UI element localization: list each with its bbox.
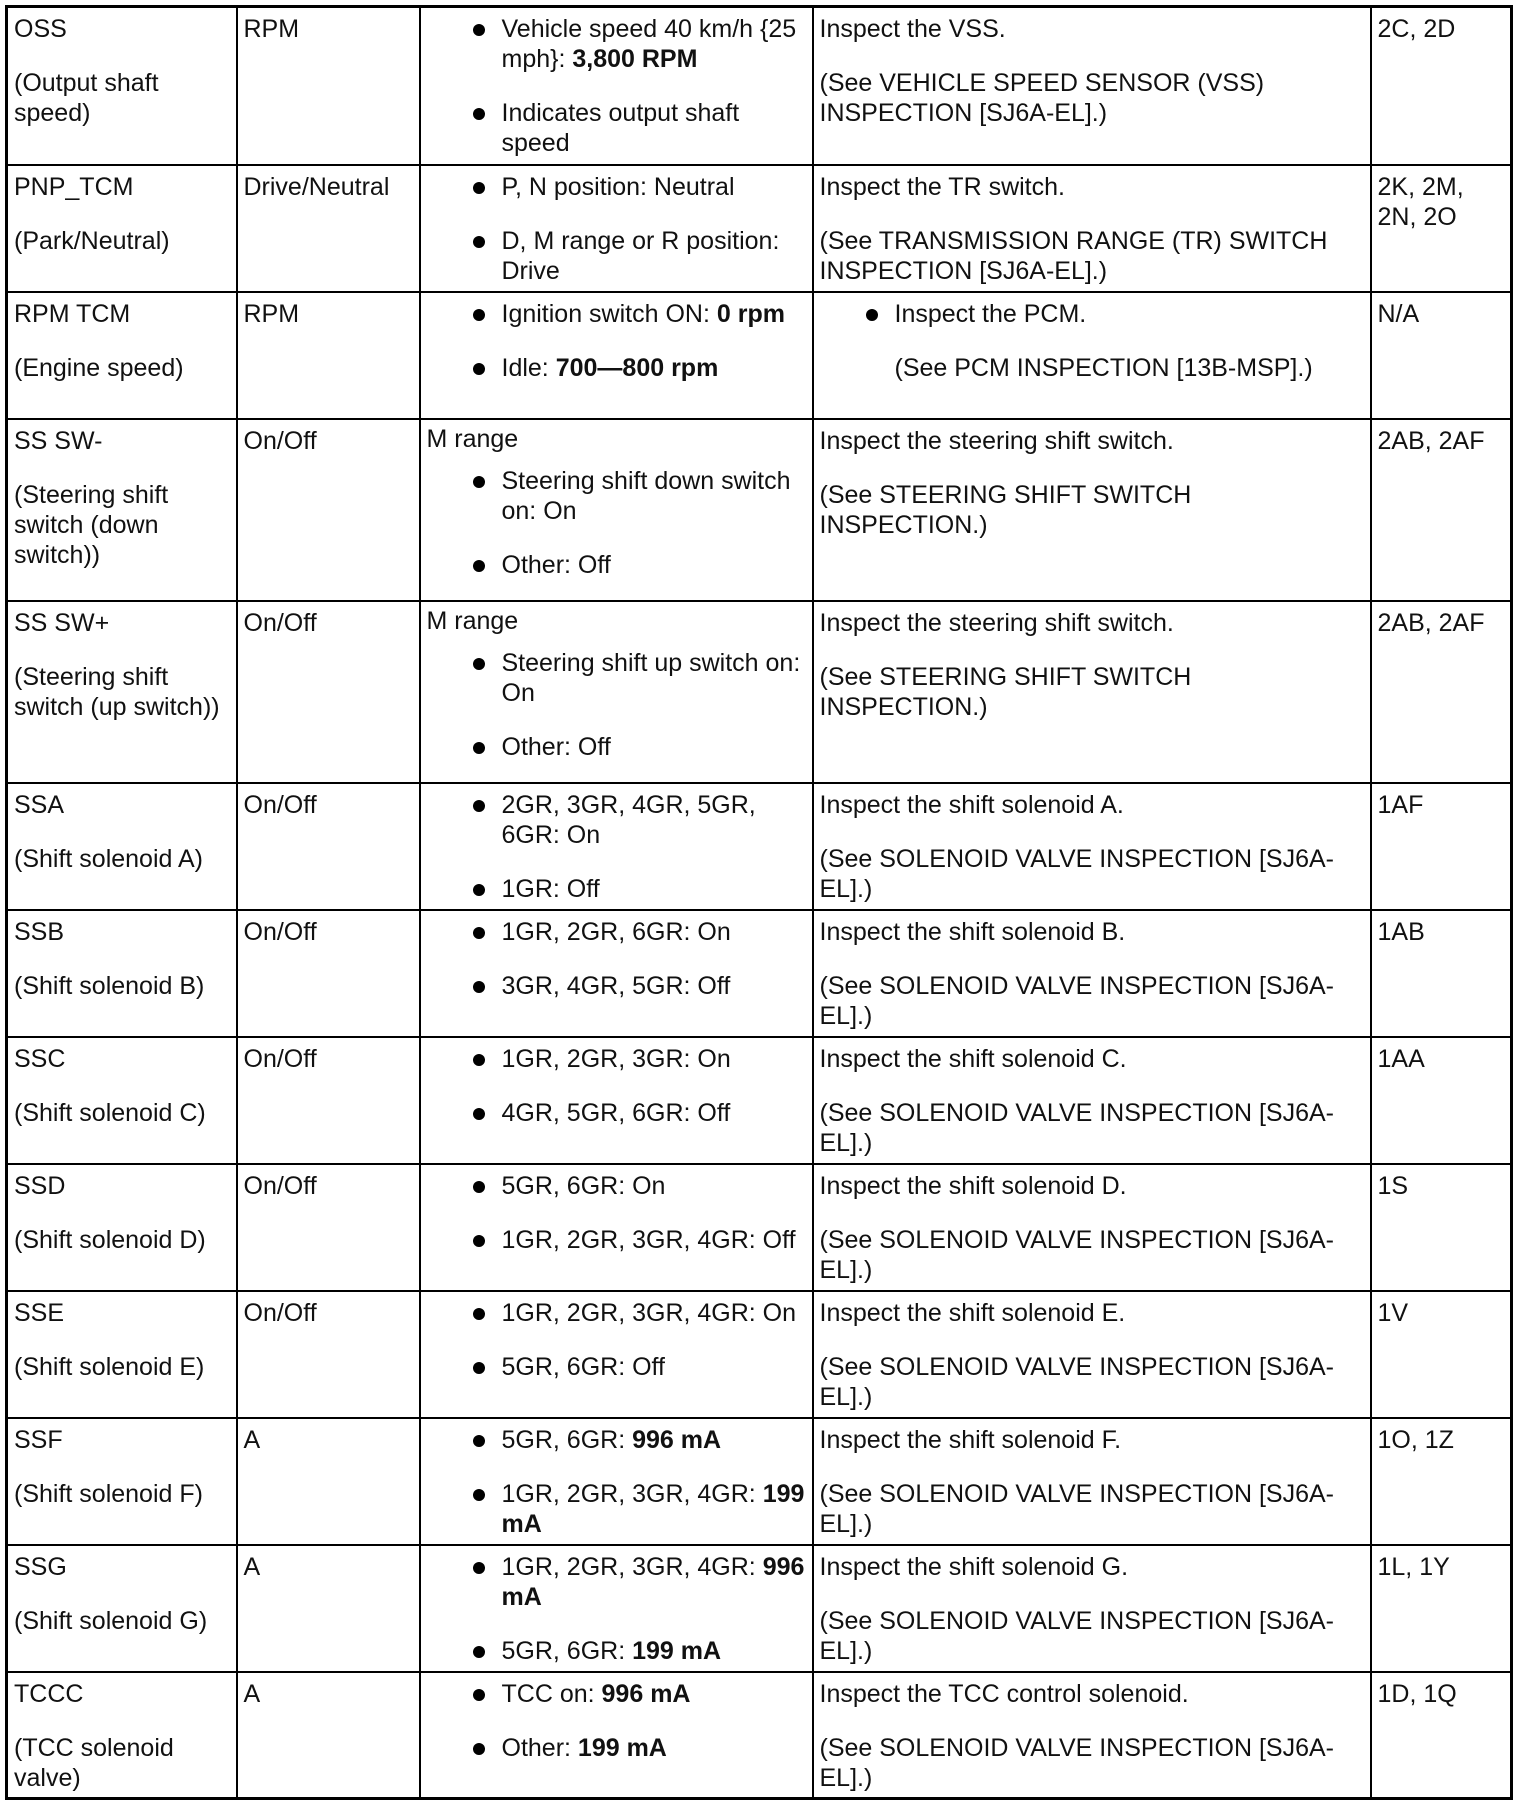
pid-cell — [7, 1672, 237, 1799]
condition-text: 1GR, 2GR, 3GR, 4GR: — [501, 1552, 763, 1581]
terminal-cell — [1371, 1037, 1512, 1164]
table-row — [7, 1545, 1512, 1672]
unit-cell — [237, 1291, 420, 1418]
terminal-value: 1AB — [1377, 917, 1425, 946]
action-step: Inspect the steering shift switch. — [819, 426, 1174, 455]
pid-name: PNP_TCM — [14, 172, 134, 201]
table-row — [7, 783, 1512, 910]
terminal-value: 1O, 1Z — [1377, 1425, 1454, 1454]
condition-list — [427, 1425, 808, 1539]
condition-text: Steering shift down switch on: On — [501, 466, 791, 525]
pid-description: (Shift solenoid D) — [14, 1225, 206, 1254]
terminal-value: 1S — [1377, 1171, 1409, 1200]
condition-text: 4GR, 5GR, 6GR: Off — [501, 1098, 731, 1127]
unit-cell — [237, 1164, 420, 1291]
condition-item — [427, 550, 808, 580]
pid-cell — [7, 419, 237, 601]
action-cell — [813, 292, 1371, 419]
terminal-cell — [1371, 601, 1512, 783]
pid-cell — [7, 7, 237, 165]
pid-description: (Park/Neutral) — [14, 226, 170, 255]
condition-item — [427, 172, 808, 202]
condition-list — [427, 1298, 808, 1382]
action-step: Inspect the TR switch. — [819, 172, 1065, 201]
condition-list — [427, 299, 808, 383]
action-cell — [813, 1037, 1371, 1164]
condition-list — [427, 917, 808, 1001]
action-reference: (See STEERING SHIFT SWITCH INSPECTION.) — [819, 662, 1192, 721]
terminal-value: 1AA — [1377, 1044, 1425, 1073]
condition-list — [427, 1171, 808, 1255]
condition-item — [427, 226, 808, 286]
pid-table — [5, 5, 1513, 1800]
table-row — [7, 910, 1512, 1037]
unit-value: On/Off — [243, 790, 317, 819]
pid-description: (Shift solenoid E) — [14, 1352, 205, 1381]
condition-value: 0 rpm — [716, 299, 785, 328]
terminal-value: 2AB, 2AF — [1377, 426, 1485, 455]
condition-item — [427, 874, 808, 904]
terminal-value: 2AB, 2AF — [1377, 608, 1485, 637]
terminal-cell — [1371, 1418, 1512, 1545]
action-step: Inspect the shift solenoid F. — [819, 1425, 1122, 1454]
condition-text: P, N position: Neutral — [501, 172, 735, 201]
table-row — [7, 601, 1512, 783]
condition-item — [427, 648, 808, 708]
condition-text: 5GR, 6GR: — [501, 1636, 633, 1665]
action-reference: (See SOLENOID VALVE INSPECTION [SJ6A-EL].) — [819, 1225, 1335, 1284]
terminal-cell — [1371, 165, 1512, 292]
terminal-cell — [1371, 1164, 1512, 1291]
action-step: Inspect the shift solenoid G. — [819, 1552, 1129, 1581]
pid-description: (Output shaft speed) — [14, 69, 159, 127]
pid-description: (Shift solenoid F) — [14, 1479, 203, 1508]
unit-cell — [237, 165, 420, 292]
pid-description: (Shift solenoid A) — [14, 844, 203, 873]
condition-cell — [420, 1418, 813, 1545]
pid-description: (Shift solenoid C) — [14, 1098, 206, 1127]
condition-item — [427, 1352, 808, 1382]
condition-item — [427, 1044, 808, 1074]
condition-text: Other: — [501, 1733, 578, 1762]
terminal-value: 1D, 1Q — [1377, 1679, 1457, 1708]
condition-item — [427, 1425, 808, 1455]
condition-text: Idle: — [501, 353, 556, 382]
unit-cell — [237, 292, 420, 419]
pid-name: SSE — [14, 1298, 65, 1327]
unit-cell — [237, 1418, 420, 1545]
pid-description: (Shift solenoid B) — [14, 971, 205, 1000]
pid-description: (Steering shift switch (down switch)) — [14, 480, 169, 569]
action-step: Inspect the shift solenoid D. — [819, 1171, 1127, 1200]
condition-text: 5GR, 6GR: Off — [501, 1352, 665, 1381]
pid-name: SS SW+ — [14, 608, 110, 637]
unit-value: Drive/Neutral — [243, 172, 390, 201]
condition-text: 1GR, 2GR, 3GR, 4GR: — [501, 1479, 763, 1508]
action-reference: (See PCM INSPECTION [13B-MSP].) — [894, 353, 1313, 382]
action-step: Inspect the PCM. — [820, 299, 1366, 329]
pid-cell — [7, 783, 237, 910]
condition-text: Other: Off — [501, 550, 611, 579]
unit-cell — [237, 910, 420, 1037]
pid-cell — [7, 1418, 237, 1545]
table-row — [7, 292, 1512, 419]
action-cell — [813, 1545, 1371, 1672]
terminal-cell — [1371, 1291, 1512, 1418]
condition-item — [427, 971, 808, 1001]
pid-cell — [7, 292, 237, 419]
condition-text: 1GR, 2GR, 3GR, 4GR: Off — [501, 1225, 796, 1254]
action-reference: (See VEHICLE SPEED SENSOR (VSS) INSPECTION [SJ6A-EL].) — [819, 69, 1265, 127]
condition-text: 1GR, 2GR, 3GR: On — [501, 1044, 731, 1073]
terminal-cell — [1371, 292, 1512, 419]
condition-value: 700—800 rpm — [555, 353, 719, 382]
pid-name: SS SW- — [14, 426, 103, 455]
condition-cell — [420, 1037, 813, 1164]
action-reference: (See SOLENOID VALVE INSPECTION [SJ6A-EL].) — [819, 1606, 1335, 1665]
unit-value: On/Off — [243, 1044, 317, 1073]
condition-cell — [420, 419, 813, 601]
action-cell — [813, 7, 1371, 165]
condition-list — [427, 790, 808, 904]
action-step: Inspect the shift solenoid B. — [819, 917, 1126, 946]
condition-item — [427, 1733, 808, 1763]
condition-item — [427, 1479, 808, 1539]
action-cell — [813, 419, 1371, 601]
condition-text: Ignition switch ON: — [501, 299, 717, 328]
pid-name: SSD — [14, 1171, 66, 1200]
condition-text: 5GR, 6GR: On — [501, 1171, 666, 1200]
table-row — [7, 7, 1512, 165]
terminal-value: 1L, 1Y — [1377, 1552, 1450, 1581]
unit-value: On/Off — [243, 917, 317, 946]
action-cell — [813, 910, 1371, 1037]
condition-list — [427, 1044, 808, 1128]
unit-cell — [237, 783, 420, 910]
table-row — [7, 165, 1512, 292]
action-step: Inspect the VSS. — [819, 15, 1006, 43]
condition-cell — [420, 7, 813, 165]
terminal-cell — [1371, 910, 1512, 1037]
condition-cell — [420, 910, 813, 1037]
pid-table-body — [7, 7, 1512, 1799]
condition-item — [427, 732, 808, 762]
pid-cell — [7, 165, 237, 292]
table-row — [7, 1164, 1512, 1291]
condition-text: 5GR, 6GR: — [501, 1425, 633, 1454]
condition-list — [427, 466, 808, 580]
unit-cell — [237, 1672, 420, 1799]
condition-value: 3,800 RPM — [572, 45, 698, 73]
action-cell — [813, 1291, 1371, 1418]
table-row — [7, 1418, 1512, 1545]
table-row — [7, 1291, 1512, 1418]
condition-value: 996 mA — [501, 1552, 805, 1611]
action-reference: (See SOLENOID VALVE INSPECTION [SJ6A-EL].) — [819, 1352, 1335, 1411]
unit-value: On/Off — [243, 1298, 317, 1327]
action-step: Inspect the TCC control solenoid. — [819, 1679, 1189, 1708]
pid-cell — [7, 1545, 237, 1672]
pid-cell — [7, 1164, 237, 1291]
action-reference: (See SOLENOID VALVE INSPECTION [SJ6A-EL].) — [819, 1098, 1335, 1157]
action-step: Inspect the shift solenoid C. — [819, 1044, 1127, 1073]
action-reference: (See TRANSMISSION RANGE (TR) SWITCH INSPECTION [SJ6A-EL].) — [819, 226, 1328, 285]
terminal-value: 1V — [1377, 1298, 1409, 1327]
terminal-value: 2C, 2D — [1377, 15, 1456, 43]
pid-cell — [7, 910, 237, 1037]
pid-name: OSS — [14, 15, 67, 43]
condition-item — [427, 98, 808, 158]
condition-item — [427, 14, 808, 74]
action-reference: (See SOLENOID VALVE INSPECTION [SJ6A-EL].) — [819, 844, 1335, 903]
condition-item — [427, 1298, 808, 1328]
pid-name: TCCC — [14, 1679, 84, 1708]
action-step: Inspect the shift solenoid A. — [819, 790, 1124, 819]
unit-value: On/Off — [243, 426, 317, 455]
action-cell — [813, 165, 1371, 292]
table-row — [7, 1037, 1512, 1164]
condition-value: 199 mA — [577, 1733, 667, 1762]
pid-name: SSA — [14, 790, 65, 819]
condition-text: TCC on: — [501, 1679, 602, 1708]
pid-name: SSB — [14, 917, 65, 946]
condition-cell — [420, 783, 813, 910]
unit-cell — [237, 419, 420, 601]
condition-cell — [420, 1291, 813, 1418]
unit-value: On/Off — [243, 608, 317, 637]
pid-name: SSF — [14, 1425, 63, 1454]
condition-cell — [420, 1672, 813, 1799]
unit-value: A — [243, 1425, 261, 1454]
condition-item — [427, 299, 808, 329]
action-reference: (See STEERING SHIFT SWITCH INSPECTION.) — [819, 480, 1192, 539]
unit-value: On/Off — [243, 1171, 317, 1200]
action-reference: (See SOLENOID VALVE INSPECTION [SJ6A-EL].) — [819, 1733, 1335, 1792]
condition-heading: M range — [426, 606, 519, 635]
condition-text: 3GR, 4GR, 5GR: Off — [501, 971, 731, 1000]
action-cell — [813, 601, 1371, 783]
terminal-value: N/A — [1377, 299, 1420, 328]
terminal-cell — [1371, 1545, 1512, 1672]
action-step: Inspect the shift solenoid E. — [819, 1298, 1126, 1327]
terminal-cell — [1371, 783, 1512, 910]
pid-description: (Steering shift switch (up switch)) — [14, 662, 220, 721]
condition-text: Indicates output shaft speed — [501, 99, 740, 157]
action-cell — [813, 783, 1371, 910]
condition-item — [427, 790, 808, 850]
condition-text: Steering shift up switch on: On — [501, 648, 801, 707]
condition-text: 1GR, 2GR, 3GR, 4GR: On — [501, 1298, 797, 1327]
terminal-cell — [1371, 7, 1512, 165]
condition-list — [427, 1679, 808, 1763]
terminal-cell — [1371, 419, 1512, 601]
unit-cell — [237, 1545, 420, 1672]
pid-description: (TCC solenoid valve) — [14, 1733, 174, 1792]
condition-cell — [420, 292, 813, 419]
condition-text: Vehicle speed 40 km/h {25 mph}: — [501, 15, 797, 73]
pid-name: SSC — [14, 1044, 66, 1073]
condition-text: 2GR, 3GR, 4GR, 5GR, 6GR: On — [501, 790, 756, 849]
condition-item — [427, 353, 808, 383]
condition-heading: M range — [426, 424, 519, 453]
condition-item — [427, 1636, 808, 1666]
pid-cell — [7, 1291, 237, 1418]
action-cell — [813, 1418, 1371, 1545]
table-row — [7, 1672, 1512, 1799]
unit-cell — [237, 601, 420, 783]
action-cell — [813, 1164, 1371, 1291]
condition-text: Other: Off — [501, 732, 611, 761]
unit-value: A — [243, 1552, 261, 1581]
condition-cell — [420, 1164, 813, 1291]
action-reference: (See SOLENOID VALVE INSPECTION [SJ6A-EL].) — [819, 1479, 1335, 1538]
table-row — [7, 419, 1512, 601]
condition-item — [427, 1552, 808, 1612]
pid-description: (Engine speed) — [14, 353, 184, 382]
terminal-cell — [1371, 1672, 1512, 1799]
pid-cell — [7, 1037, 237, 1164]
action-reference: (See SOLENOID VALVE INSPECTION [SJ6A-EL].) — [819, 971, 1335, 1030]
condition-list — [427, 1552, 808, 1666]
pid-cell — [7, 601, 237, 783]
condition-item — [427, 1679, 808, 1709]
terminal-value: 1AF — [1377, 790, 1424, 819]
condition-item — [427, 1171, 808, 1201]
pid-name: SSG — [14, 1552, 67, 1581]
condition-item — [427, 1225, 808, 1255]
action-cell — [813, 1672, 1371, 1799]
unit-value: RPM — [243, 299, 300, 328]
condition-item — [427, 917, 808, 947]
terminal-value: 2K, 2M, 2N, 2O — [1377, 172, 1464, 231]
unit-value: RPM — [243, 15, 300, 43]
pid-reference-document — [5, 5, 1510, 1800]
condition-value: 199 mA — [632, 1636, 722, 1665]
condition-text: D, M range or R position: Drive — [501, 226, 780, 285]
condition-text: 1GR: Off — [501, 874, 600, 903]
condition-value: 996 mA — [601, 1679, 691, 1708]
condition-item — [427, 1098, 808, 1128]
condition-cell — [420, 165, 813, 292]
condition-value: 199 mA — [501, 1479, 805, 1538]
pid-description: (Shift solenoid G) — [14, 1606, 208, 1635]
condition-cell — [420, 601, 813, 783]
condition-item — [427, 466, 808, 526]
unit-value: A — [243, 1679, 261, 1708]
condition-list — [427, 14, 808, 158]
action-step: Inspect the steering shift switch. — [819, 608, 1174, 637]
unit-cell — [237, 7, 420, 165]
unit-cell — [237, 1037, 420, 1164]
condition-list — [427, 172, 808, 286]
condition-text: 1GR, 2GR, 6GR: On — [501, 917, 731, 946]
condition-value: 996 mA — [632, 1425, 722, 1454]
condition-list — [427, 648, 808, 762]
condition-cell — [420, 1545, 813, 1672]
pid-name: RPM TCM — [14, 299, 131, 328]
